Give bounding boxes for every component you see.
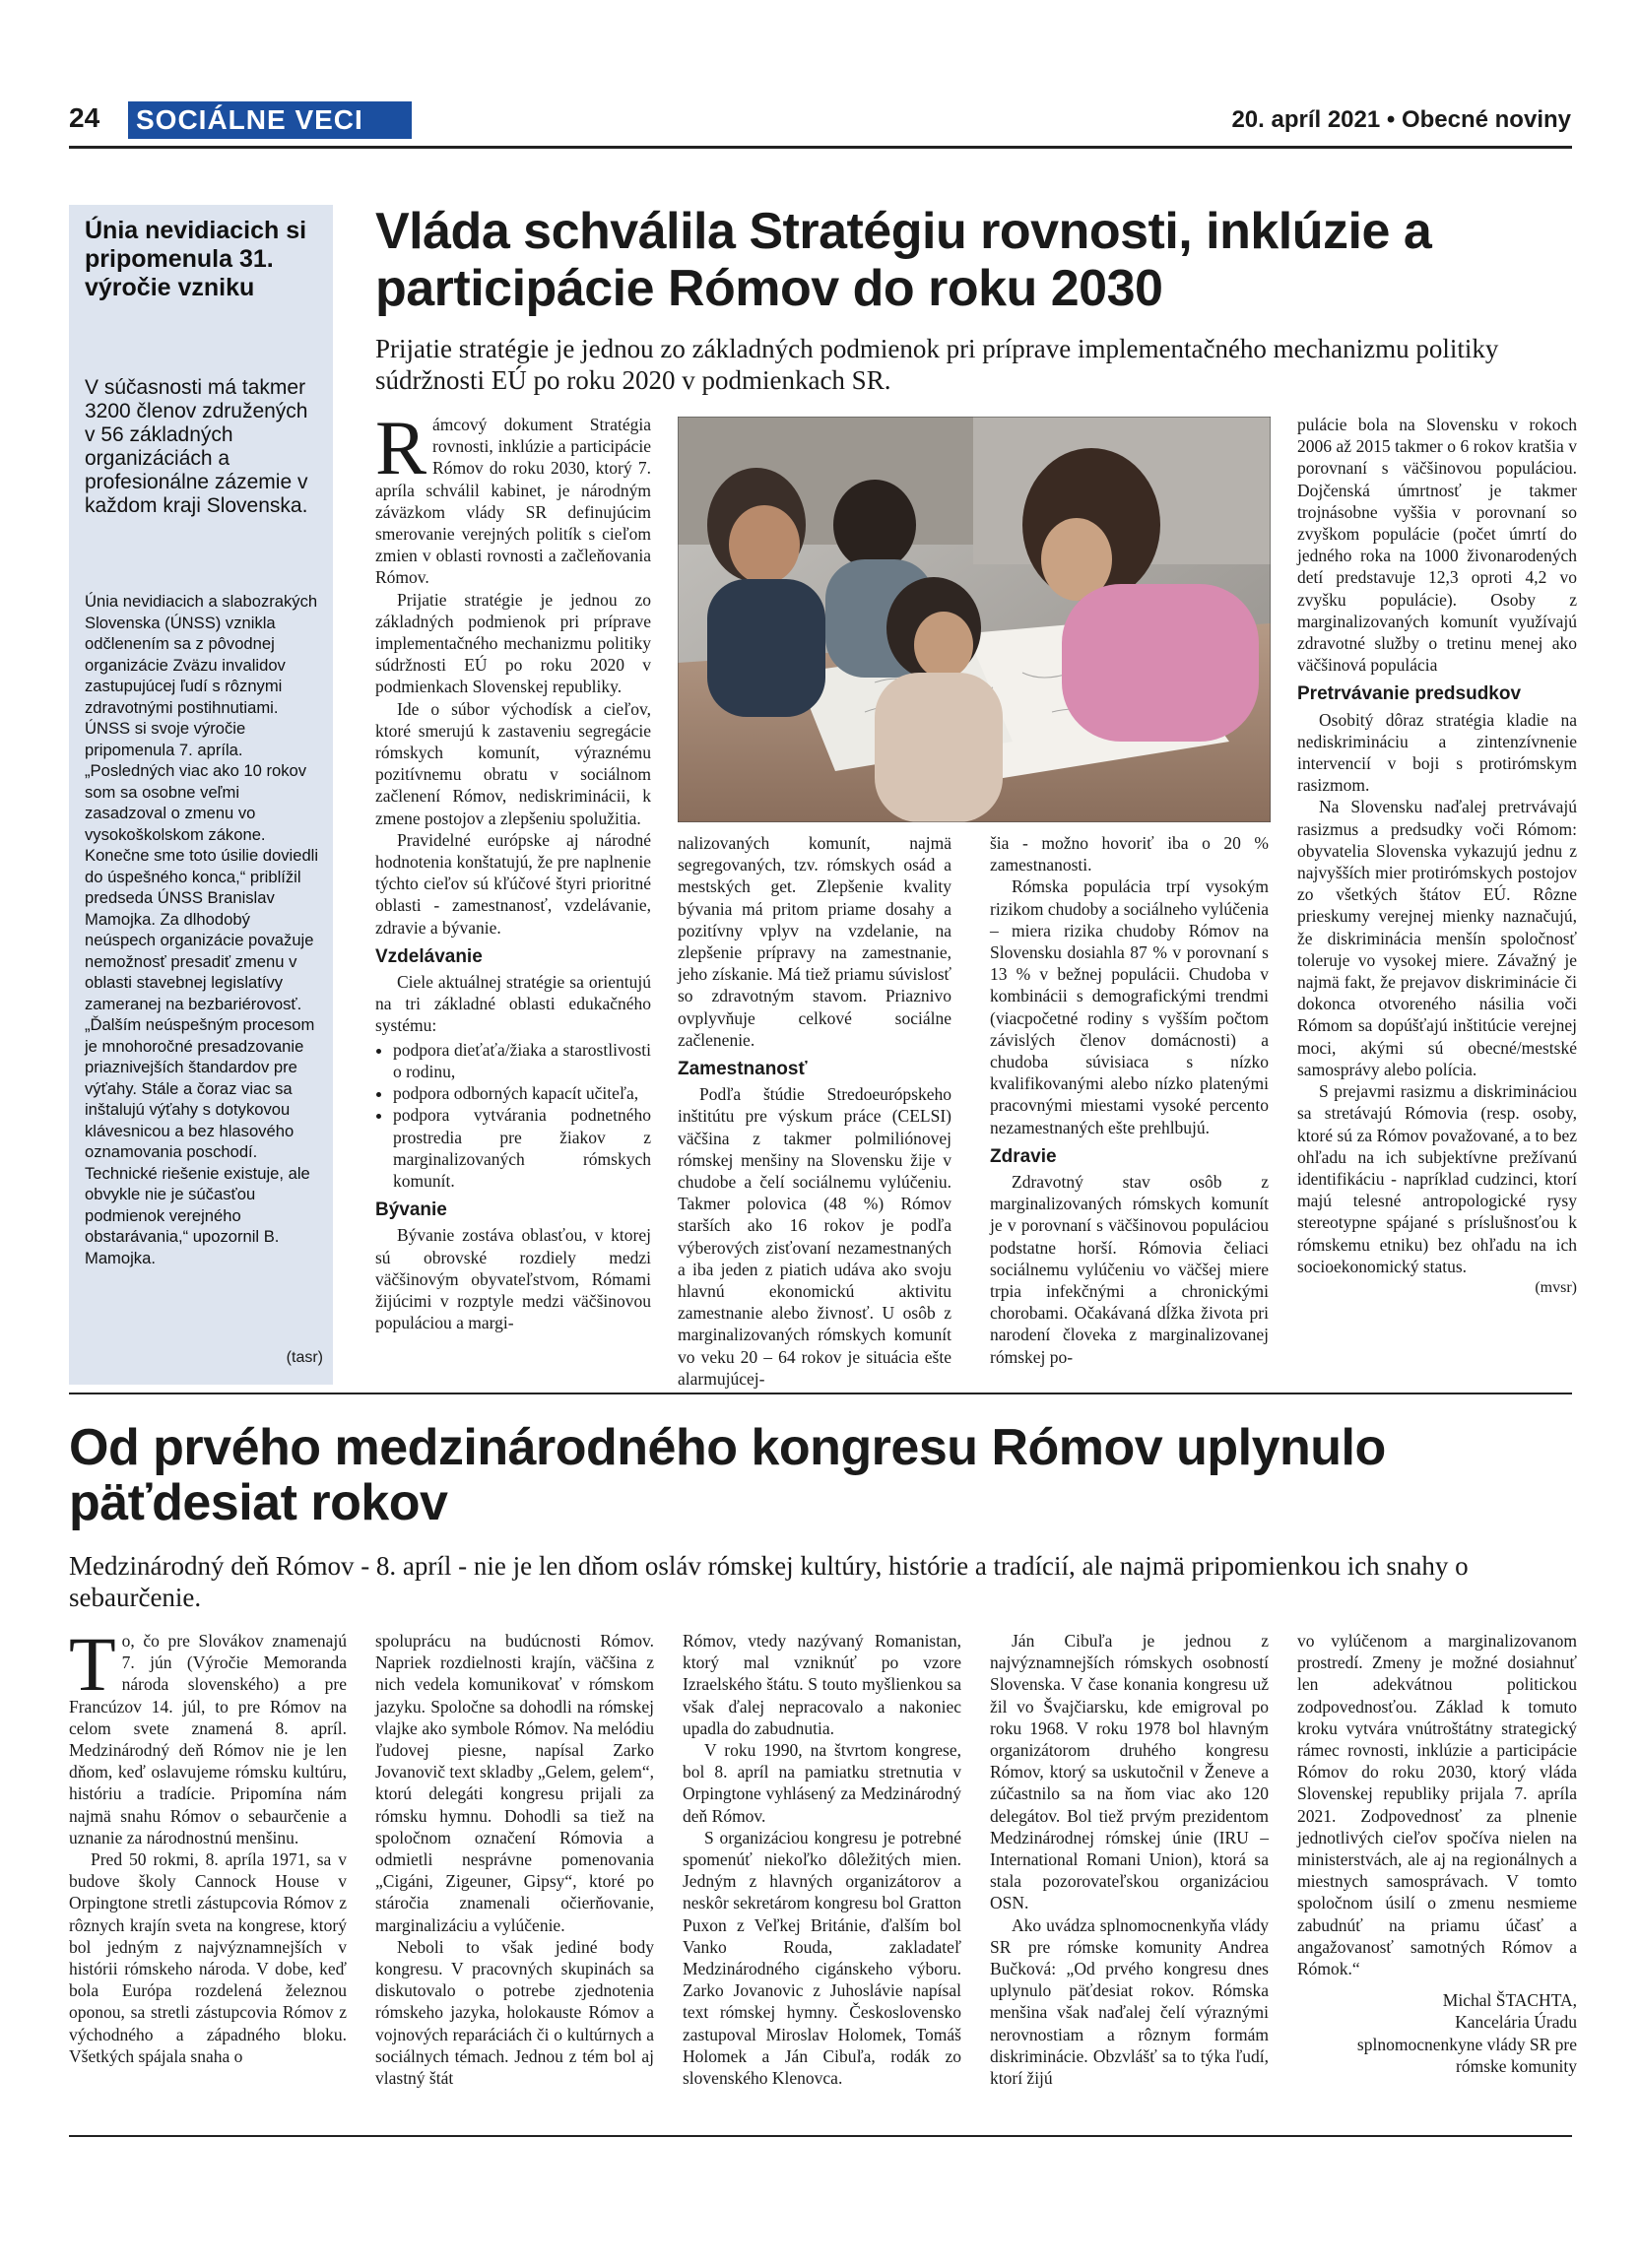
- article2-col5: [1297, 1630, 1577, 2077]
- article1-deck: Prijatie stratégie je jednou zo základných podmienok pri príprave implementačného mechanizmu politiky súdržnosti EÚ po roku 2020 v podmienkach SR.: [375, 334, 1499, 395]
- article-separator: [69, 1393, 1572, 1394]
- sidebar-lead: V súčasnosti má takmer 3200 členov združených v 56 základných organizáciách a profesionálne zázemie v každom kraji Slovenska.: [85, 376, 308, 517]
- header-rule: [69, 146, 1572, 149]
- paragraph: o, čo pre Slovákov znamenajú 7. jún (Výročie Memoranda národa slovenského) a pre Francúzov 14. júl, to pre Rómov na celom svete znamená 8. apríl. Medzinárodný deň Rómov nie je len dňom, keď oslavujeme rómsku kultúru, históriu a tradície. Pripomína nám najmä snahu Rómov o sebaurčenie a uznanie za národnostnú menšinu.: [69, 1631, 347, 1847]
- paragraph: Rómska populácia trpí vysokým rizikom chudoby a sociálneho vylúčenia – miera rizika chudoby Rómov na Slovensku dosiahla 87 % v porovnaní s 13 % v bežnej populácii. Chudoba v kombinácii s demografickými trendmi (viacpočetné rodiny s vyšším počtom závislých členov domácnosti) a chudoba súvisiaca s nízko kvalifikovanými alebo nízko platenými pracovnými miestami vysoké percento nezamestnaných ešte prehlbujú.: [990, 876, 1269, 1137]
- article2-col4: [990, 1630, 1269, 2089]
- signature-name: Michal ŠTACHTA,: [1442, 1990, 1577, 2011]
- article1-col3: [990, 832, 1269, 1368]
- paragraph: ámcový dokument Stratégia rovnosti, inklúzie a participácie Rómov do roku 2030, ktorý 7. apríla schválil kabinet, je národným záväzkom vlády SR definujúcim smerovanie verejných politík s cieľom zmien v oblasti rovnosti a začleňovania Rómov.: [375, 415, 651, 588]
- sidebar-body: Únia nevidiacich a slabozrakých Slovenska (ÚNSS) vznikla odčlenením sa z pôvodnej organizácie Zväzu invalidov zastupujúcej ľudí s rôznymi zdravotnými postihnutiami. ÚNSS si svoje výročie pripomenula 7. apríla. „Posledných viac ako 10 rokov som sa osobne veľmi zasadzoval o zmenu vo vysokoškolskom zákone. Konečne sme toto úsilie doviedli do úspešného konca,“ priblížil predseda ÚNSS Branislav Mamojka. Za dlhodobý neúspech organizácie považuje nemožnosť presadiť zmenu v oblasti stavebnej legislatívy zameranej na bezbariérovosť. „Ďalším neúspešným procesom je mnohoročné presadzovanie priaznivejších štandardov pre výťahy. Stále a čoraz viac sa inštalujú výťahy s dotykovou klávesnicou a bez hlasového oznamovania poschodí. Technické riešenie existuje, ale obvykle nie je súčasťou podmienok verejného obstarávania,“ upozornil B. Mamojka.: [85, 592, 319, 1267]
- article2-col2: [375, 1630, 654, 2089]
- section-banner: SOCIÁLNE VECI: [128, 101, 412, 139]
- paragraph: Podľa štúdie Stredoeurópskeho inštitútu pre výskum práce (CELSI) väčšina z takmer polmiliónovej rómskej menšiny na Slovensku žije v chudobe a čelí sociálnemu vylúčeniu. Takmer polovica (48 %) Rómov starších ako 16 rokov je podľa výberových zisťovaní nezamestnaných a iba jeden z piatich udáva ako svoju hlavnú ekonomickú aktivitu zamestnanie alebo živnosť. U osôb z marginalizovaných rómskych komunít vo veku 20 – 64 rokov je situácia ešte alarmujúcej-: [678, 1084, 951, 1389]
- paragraph: šia - možno hovoriť iba o 20 % zamestnanosti.: [990, 833, 1269, 875]
- paragraph: Ján Cibuľa je jednou z najvýznamnejších rómskych osobností Slovenska. V čase konania kongresu už žil vo Švajčiarsku, kde emigroval po roku 1968. V roku 1978 bol hlavným organizátorom druhého kongresu Rómov, ktorý sa uskutočnil v Ženeve a zúčastnilo sa na ňom viac ako 120 delegátov. Bol tiež prvým prezidentom Medzinárodnej rómskej únie (IRU – International Romani Union), ktorá sa stala pozorovateľskou organizáciou OSN.: [990, 1631, 1269, 1913]
- paragraph: pulácie bola na Slovensku v rokoch 2006 až 2015 takmer o 6 rokov kratšia v porovnaní s väčšinovou populáciou. Dojčenská úmrtnosť je takmer trojnásobne vyššia v porovnaní so zvyškom populácie (počet úmrtí do jedného roka na 1000 živonarodených detí predstavuje 12,3 oproti 4,2 vo zvyšku populácie). Osoby z marginalizovaných komunít využívajú zdravotné služby o tretinu menej ako väčšinová populácia: [1297, 415, 1577, 676]
- sidebar-title: Únia nevidiacich si pripomenula 31. výročie vzniku: [85, 217, 307, 301]
- paragraph: Pred 50 rokmi, 8. apríla 1971, sa v budove školy Cannock House v Orpingtone stretli zástupcovia Rómov z rôznych krajín sveta na kongrese, ktorý bol jedným z najvýznamnejších v histórii rómskeho národa. V dobe, keď bola Európa rozdelená železnou oponou, sa stretli zástupcovia Rómov z východného a západného bloku. Všetkých spájala snaha o: [69, 1849, 347, 2066]
- article1-col2: [678, 832, 951, 1390]
- paragraph: Neboli to však jediné body kongresu. V pracovných skupinách sa diskutovalo o potrebe zjednotenia rómskeho jazyka, holokauste Rómov a vojnových reparáciách či o kultúrnych a sociálnych témach. Jednou z tém bol aj vlastný štát: [375, 1936, 654, 2089]
- paragraph: Bývanie zostáva oblasťou, v ktorej sú obrovské rozdiely medzi väčšinovým obyvateľstvom, Rómami žijúcimi v rozptyle medzi väčšinovou populáciou a margi-: [375, 1225, 651, 1333]
- signature-title: Kancelária Úradu splnomocnenkyne vlády SR pre rómske komunity: [1356, 2012, 1577, 2076]
- paragraph: Osobitý dôraz stratégia kladie na nediskrimináciu a zintenzívnenie intervencií v boji s protirómskym rasizmom.: [1297, 709, 1577, 796]
- paragraph: V roku 1990, na štvrtom kongrese, bol 8. apríl na pamiatku stretnutia v Orpingtone vyhlásený za Medzinárodný deň Rómov.: [683, 1740, 961, 1826]
- subheading-byvanie: Bývanie: [375, 1199, 447, 1221]
- paragraph: Ciele aktuálnej stratégie sa orientujú na tri základné oblasti edukačného systému:: [375, 972, 651, 1036]
- date-and-paper: 20. apríl 2021 • Obecné noviny: [1231, 106, 1571, 133]
- paragraph: nalizovaných komunít, najmä segregovaných, tzv. rómskych osád a mestských get. Zlepšenie kvality bývania má pritom priame dosahy a pozitívny vplyv na vzdelanie, na zlepšenie prípravy na zamestnanie, jeho získanie. Má tiež priamu súvislosť so zdravotným stavom. Priaznivo ovplyvňuje celkové sociálne začlenenie.: [678, 833, 951, 1050]
- dropcap: R: [375, 405, 427, 490]
- bottom-rule: [69, 2135, 1572, 2137]
- article1-credit: (mvsr): [1535, 1278, 1577, 1296]
- list-item: • podpora dieťaťa/žiaka a starostlivosti o rodinu,: [393, 1039, 651, 1082]
- paragraph: Ide o súbor východísk a cieľov, ktoré smerujú k zastaveniu segregácie rómskych komunít, výraznému pozitívnemu obratu v sociálnom začlenení Rómov, nediskriminácii, k zmene postojov a zlepšeniu spolužitia.: [375, 698, 651, 828]
- children-drawing-image: [678, 417, 1271, 822]
- paragraph: Na Slovensku naďalej pretrvávajú rasizmus a predsudky voči Rómom: obyvatelia Slovenska vykazujú jednu z najvyšších mier protirómskych postojov zo všetkých štátov EÚ. Rôzne prieskumy verejnej mienky naznačujú, že diskriminácia menšín spoločnosť toleruje vo vysokej miere. Závažný je najmä fakt, že prejavov diskriminácie či dokonca otvoreného násilia voči Rómom sa dopúšťajú inštitúcie verejnej moci, akými sú obecné/mestské samosprávy alebo polícia.: [1297, 797, 1577, 1079]
- article1-col1: [375, 405, 651, 1333]
- paragraph: S organizáciou kongresu je potrebné spomenúť niekoľko dôležitých mien. Jedným z hlavných organizátorov a neskôr sekretárom kongresu bol Gratton Puxon z Veľkej Británie, ďalším bol Vanko Rouda, zakladateľ Medzinárodného cigánskeho výboru. Zarko Jovanovic z Juhoslávie napísal text rómskej hymny. Československo zastupoval Miroslav Holomek, Tomáš Holomek a Ján Cibuľa, rodák zo slovenského Klenovca.: [683, 1827, 961, 2089]
- paragraph: spoluprácu na budúcnosti Rómov. Napriek rozdielnosti krajín, väčšina z nich vedela komunikovať v rómskom jazyku. Spoločne sa dohodli na rómskej vlajke ako symbole Rómov. Na melódiu ľudovej piesne, napísal Zarko Jovanovič text skladby „Gelem, gelem“, ktorú delegáti kongresu prijali za rómsku hymnu. Dohodli sa tiež na spoločnom označení Rómovia a odmietli nesprávne pomenovania „Cigáni, Zigeuner, Gipsy“, ktoré po stáročia znamenali očierňovanie, marginalizáciu a vylúčenie.: [375, 1631, 654, 1935]
- subheading-vzdelavanie: Vzdelávanie: [375, 945, 483, 967]
- paragraph: Prijatie stratégie je jednou zo základných podmienok pri príprave implementačného mechanizmu politiky súdržnosti EÚ po roku 2020 v podmienkach Slovenskej republiky.: [375, 589, 651, 697]
- article1-col4: [1297, 414, 1577, 1299]
- paragraph: S prejavmi rasizmu a diskrimináciou sa stretávajú Rómovia (resp. osoby, ktoré sú za Rómov považované, a to bez ohľadu na ich subjektívne prežívanú identifikáciu - napríklad cudzinci, ktorí majú telesné antropologické rysy stereotypne spájané s príslušnosťou k rómskemu etniku) bez ohľadu na ich socioekonomický status.: [1297, 1081, 1577, 1276]
- list-item: • podpora odborných kapacít učiteľa,: [393, 1082, 651, 1104]
- sidebar-credit: (tasr): [286, 1349, 323, 1366]
- paragraph: Zdravotný stav osôb z marginalizovaných rómskych komunít je v porovnaní s väčšinovou populáciou podstatne horší. Rómovia čeliaci sociálnemu vylúčeniu vo väčšej miere trpia infekčnými a chronickými chorobami. Očakávaná dĺžka života pri narodení človeka z marginalizovanej rómskej po-: [990, 1172, 1269, 1367]
- paragraph: vo vylúčenom a marginalizovanom prostredí. Zmeny je možné dosiahnuť len adekvátnou politickou zodpovednosťou. Základ k tomuto kroku vytvára vnútroštátny strategický rámec rovnosti, inklúzie a participácie Rómov do roku 2030, ktorý vláda Slovenskej republiky prijala 7. apríla 2021. Zodpovednosť za plnenie jednotlivých cieľov spočíva nielen na ministerstvách, ale aj na regionálnych a miestnych samosprávach. V tomto spoločnom úsilí o zmenu nesmieme zabudnúť na priamu účasť a angažovanosť samotných Rómov a Rómok.“: [1297, 1631, 1577, 1979]
- dropcap: T: [69, 1621, 116, 1707]
- bullet-list: [375, 1039, 651, 1192]
- paragraph: Rómov, vtedy nazývaný Romanistan, ktorý mal vzniknúť po vzore Izraelského štátu. S touto myšlienkou sa však ďalej nepracovalo a nakoniec upadla do zabudnutia.: [683, 1631, 961, 1738]
- article2-deck: Medzinárodný deň Rómov - 8. apríl - nie je len dňom osláv rómskej kultúry, histórie a tradícií, ale najmä pripomienkou ich snahy o sebaurčenie.: [69, 1551, 1469, 1612]
- article1-headline: Vláda schválila Stratégiu rovnosti, inklúzie a participácie Rómov do roku 2030: [375, 203, 1432, 317]
- article-photo: [678, 417, 1271, 822]
- page-number: 24: [69, 102, 100, 133]
- list-item: • podpora vytvárania podnetného prostredia pre žiakov z marginalizovaných rómskych komunít.: [393, 1104, 651, 1192]
- subheading-zamestnanost: Zamestnanosť: [678, 1059, 808, 1080]
- article2-col1: [69, 1621, 347, 2067]
- subheading-predsudky: Pretrvávanie predsudkov: [1297, 683, 1522, 705]
- article2-col3: [683, 1630, 961, 2089]
- paragraph: Ako uvádza splnomocnenkyňa vlády SR pre rómske komunity Andrea Bučková: „Od prvého kongresu dnes uplynulo päťdesiat rokov. Rómska menšina však naďalej čelí výraznými nerovnostiam a rôznym formám diskriminácie. Obzvlášť sa to týka ľudí, ktorí žijú: [990, 1914, 1269, 2089]
- subheading-zdravie: Zdravie: [990, 1145, 1057, 1167]
- paragraph: Pravidelné európske aj národné hodnotenia konštatujú, že pre naplnenie týchto cieľov sú kľúčové štyri prioritné oblasti - zamestnanosť, vzdelávanie, zdravie a bývanie.: [375, 829, 651, 938]
- article2-headline: Od prvého medzinárodného kongresu Rómov uplynulo päťdesiat rokov: [69, 1419, 1386, 1531]
